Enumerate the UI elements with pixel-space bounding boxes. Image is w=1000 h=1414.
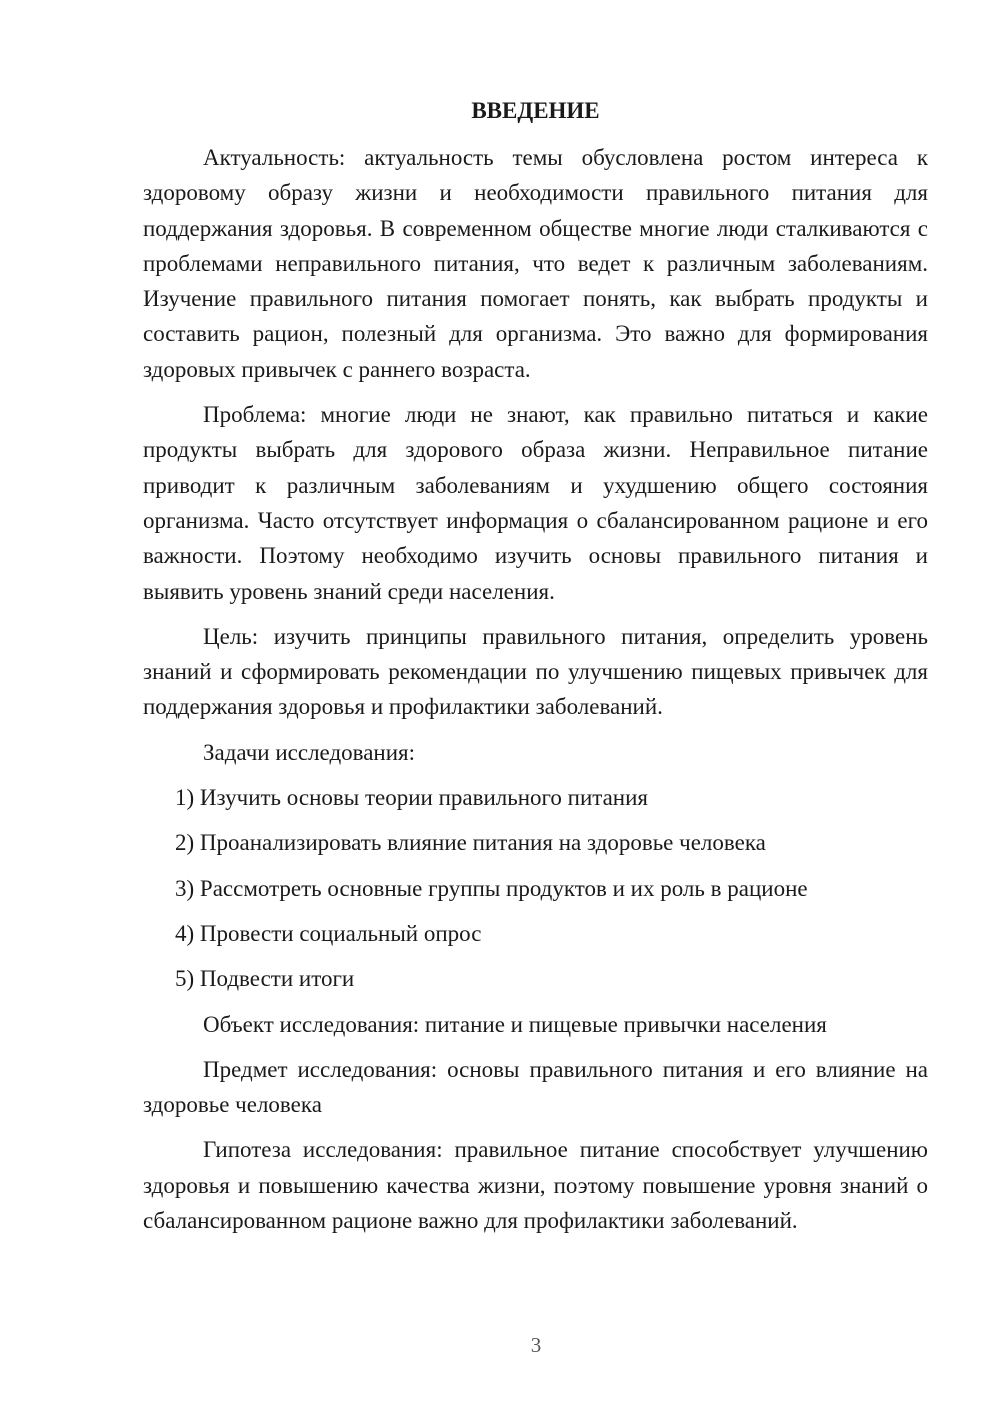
page-number: 3	[530, 1333, 542, 1357]
research-subject: Предмет исследования: основы правильного питания и его влияние на здоровье человека	[143, 1056, 928, 1118]
document-body	[143, 96, 928, 1248]
task-item-4: 4) Провести социальный опрос	[175, 920, 482, 946]
tasks-list	[143, 780, 928, 996]
problem-paragraph: Проблема: многие люди не знают, как правильно питаться и какие продукты выбрать для здорового образа жизни. Неправильное питание приводит к различным заболеваниям и ухудшению общего состояния организма. Часто отсутствует информация о сбалансированном рационе и его важности. Поэтому необходимо изучить основы правильного питания и выявить уровень знаний среди населения.	[143, 402, 928, 604]
goal-paragraph: Цель: изучить принципы правильного питания, определить уровень знаний и сформировать рекомендации по улучшению пищевых привычек для поддержания здоровья и профилактики заболеваний.	[143, 623, 928, 720]
page-title: ВВЕДЕНИЕ	[471, 98, 600, 123]
task-item-3: 3) Рассмотреть основные группы продуктов и их роль в рационе	[175, 875, 808, 901]
tasks-heading: Задачи исследования:	[203, 739, 416, 765]
task-item-2: 2) Проанализировать влияние питания на здоровье человека	[175, 830, 766, 856]
research-object: Объект исследования: питание и пищевые привычки населения	[203, 1011, 827, 1037]
research-hypothesis: Гипотеза исследования: правильное питание способствует улучшению здоровья и повышению качества жизни, поэтому повышение уровня знаний о сбалансированном рационе важно для профилактики заболеваний.	[143, 1137, 928, 1234]
task-item-5: 5) Подвести итоги	[175, 966, 355, 992]
task-item-1: 1) Изучить основы теории правильного питания	[175, 785, 648, 811]
relevance-paragraph: Актуальность: актуальность темы обусловлена ростом интереса к здоровому образу жизни и необходимости правильного питания для поддержания здоровья. В современном обществе многие люди сталкиваются с проблемами неправильного питания, что ведет к различным заболеваниям. Изучение правильного питания помогает понять, как выбрать продукты и составить рацион, полезный для организма. Это важно для формирования здоровых привычек с раннего возраста.	[143, 145, 928, 382]
